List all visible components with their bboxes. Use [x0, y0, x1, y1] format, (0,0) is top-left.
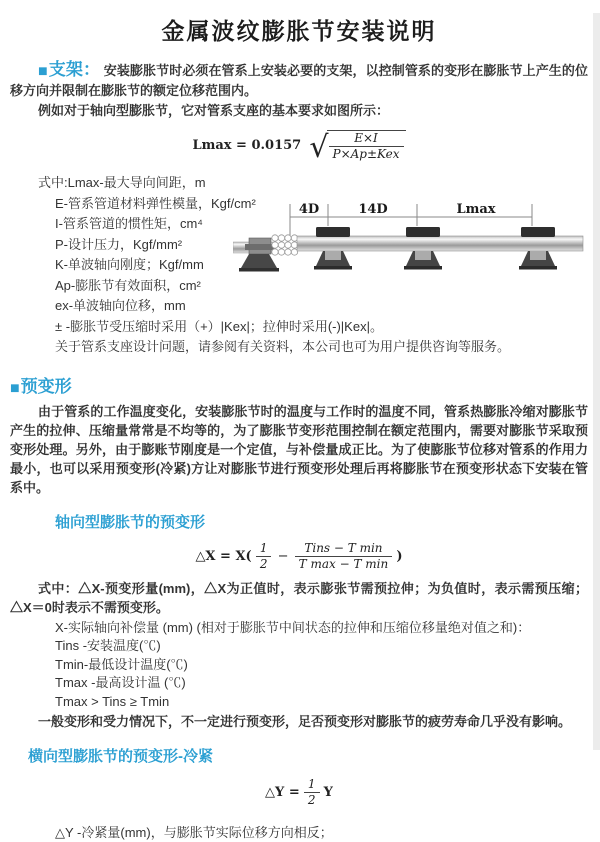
definition-line: P-设计压力，Kgf/mm²: [55, 236, 183, 252]
definition-line: ex-单波轴向位移，mm: [55, 298, 186, 313]
minus-operator: −: [277, 548, 289, 564]
lateral-formula-rhs: Y: [323, 785, 333, 800]
anchor-flange: [245, 244, 275, 250]
page-right-edge: [593, 13, 600, 750]
axial-subheading: 轴向型膨胀节的预变形: [55, 513, 206, 531]
predeform-section-heading: 预变形: [20, 376, 72, 396]
dim-label-lmax: Lmax: [456, 202, 496, 217]
definition-line: Tins -安装温度(℃): [55, 638, 161, 653]
definition-line: 式中:Lmax-最大导向间距，m: [38, 175, 206, 190]
axial-formula: [10, 542, 588, 571]
fraction-numerator: 1: [256, 542, 272, 557]
axial-note: 一般变形和受力情况下，不一定进行预变形，足否预变形对膨胀节的疲劳寿命几乎没有影响。: [38, 714, 572, 729]
consult-note: 关于管系支座设计问题，请参阅有关资料，本公司也可为用户提供咨询等服务。: [55, 339, 511, 354]
dim-label-4d: 4D: [298, 202, 320, 217]
definition-line: Ap-膨胀节有效面积，cm²: [55, 277, 201, 293]
lmax-formula-denominator: P×Ap±Kex: [332, 147, 400, 161]
radical-sign: √: [309, 130, 329, 165]
anchor-pedestal: [241, 254, 277, 268]
axial-definitions-list: [10, 619, 588, 712]
dim-label-14d: 14D: [358, 202, 388, 217]
anchor-base: [239, 268, 279, 272]
fraction-numerator: 1: [304, 778, 320, 793]
lmax-formula-radicand: [327, 130, 406, 161]
half-fraction: [256, 542, 272, 571]
predeform-body: 由于管系的工作温度变化，安装膨胀节时的温度与工作时的温度不同，管系热膨胀冷缩对膨胀节产生的拉伸、压缩量常常是不均等的，为了膨胀节变形范围控制在额定范围内，需要对膨胀节采取预变形处理。另外，由于膨账节刚度是一个定值，与补偿量成正比。为了使膨胀节位移对管系的作用力最小，也可以采用预变形(冷紧)方让对膨胀节进行预变形处理后再将膨胀节在预变形状态下安装在管系中。: [10, 403, 588, 495]
support-example-line: 例如对于轴向型膨胀节，它对管系支座的基本要求如图所示：: [38, 103, 390, 118]
support-intro-paragraph: [10, 60, 588, 100]
page-title: 金属波纹膨胀节安装说明: [161, 18, 437, 44]
axial-formula-lhs: △X = X(: [195, 548, 252, 564]
lateral-formula: [10, 778, 588, 807]
plusminus-note: ± -膨胀节受压缩时采用（+）|Kex|；拉伸时采用(-)|Kex|。: [55, 318, 383, 334]
axial-formula-rhs: ): [396, 548, 403, 564]
lateral-definition: △Y -冷紧量(mm)，与膨胀节实际位移方向相反；: [55, 825, 333, 840]
main-pipe: [297, 236, 583, 251]
definition-line: Tmax -最高设计温 (℃): [55, 675, 186, 690]
section-bullet-icon: ■: [38, 63, 48, 80]
definition-line: X-实际轴向补偿量 (mm) (相对于膨胀节中间状态的拉伸和压缩位移量绝对值之和)：: [55, 619, 531, 635]
definition-line: K-单波轴向刚度；Kgf/mm: [55, 257, 204, 272]
axial-explain: 式中：△X-预变形量(mm)，△X为正值时，表示膨张节需预拉伸；为负值时，表示需预压缩；△X＝0时表示不需预变形。: [10, 580, 588, 615]
bellows-icon: [272, 235, 298, 255]
support-intro-text: 安装膨胀节时必须在管系上安装必要的支架，以控制管系的变形在膨胀节上产生的位移方向并限制在膨胀节的额定位移范围内。: [10, 63, 588, 98]
definitions-and-diagram: [10, 173, 588, 317]
section-bullet-icon: ■: [10, 379, 20, 397]
support-section-heading: 支架：: [48, 60, 101, 79]
fraction-denominator: T max − T min: [298, 556, 389, 571]
lmax-formula: [10, 130, 588, 165]
half-fraction: [304, 778, 320, 807]
temperature-fraction: [295, 542, 393, 571]
lmax-formula-lhs: Lmax = 0.0157: [192, 138, 302, 153]
definition-line: Tmax > Tins ≥ Tmin: [55, 693, 170, 709]
fraction-denominator: 2: [259, 556, 268, 571]
definition-line: E-管系管道材料弹性模量，Kgf/cm²: [55, 195, 256, 211]
definition-line: Tmin-最低设计温度(℃): [55, 656, 188, 672]
lateral-subheading: 横向型膨胀节的预变形-冷紧: [28, 748, 213, 765]
pipe-support-diagram: [233, 197, 585, 303]
document-page: [0, 13, 600, 842]
lateral-formula-lhs: △Y =: [265, 785, 300, 800]
predeform-section: [10, 372, 588, 398]
fraction-denominator: 2: [307, 793, 316, 807]
lmax-formula-numerator: E×I: [329, 132, 404, 147]
definition-line: I-管系管道的惯性矩，cm⁴: [55, 216, 203, 231]
fraction-numerator: Tins − T min: [295, 542, 393, 557]
